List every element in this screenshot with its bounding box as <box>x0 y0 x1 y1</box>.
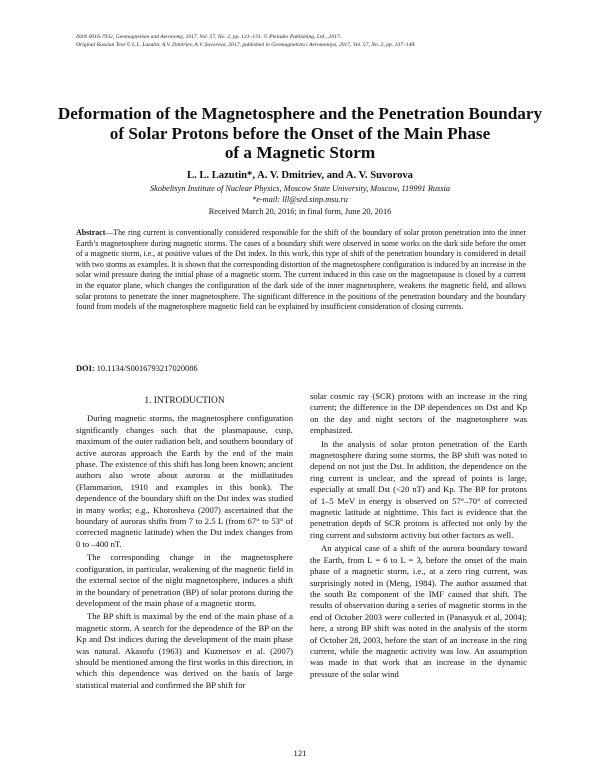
received-dates: Received March 20, 2016; in final form, June 20, 2016 <box>208 207 392 216</box>
paragraph: The corresponding change in the magnetosphere configuration, in particular, weakening of the magnetic field in the external sector of the night magnetosphere, induces a shift in the boundary of penetration (BP) of solar protons during the development of the main phase of a magnetic storm. <box>76 552 293 608</box>
paragraph: An atypical case of a shift of the aurora boundary toward the Earth, from L = 6 to L = 3, before the onset of the main phase of a magnetic storm, i.e., at a zero ring current, was surprisingly noted in (Meng, 1984). The author assumed that the south Bz component of the IMF caused that shift. The results of observation during a series of magnetic storms in the end of October 2003 were collected in (Panasyuk et al, 2004); here, a strong BP shift was noted in the analysis of the storm of October 28, 2003, before the start of an increase in the ring current, while the magnetic activity was low. An assumption was made in that work that an increase in the dynamic pressure of the solar wind <box>310 543 527 679</box>
section-title: 1. INTRODUCTION <box>144 396 225 406</box>
affiliation: Skobeltsyn Institute of Nuclear Physics, Moscow State University, Moscow, 119991 Russia <box>150 184 450 193</box>
authors: L. L. Lazutin*, A. V. Dmitriev, and A. V. Suvorova <box>187 170 413 181</box>
author-email: *e-mail: lll@srd.sinp.msu.ru <box>252 195 348 204</box>
paragraph: solar cosmic ray (SCR) protons with an increase in the ring current; the difference in the DP dependences on Dst and Kp on the day and night sectors of the magnetosphere was emphasized. <box>310 391 527 436</box>
abstract-text: —The ring current is conventionally considered responsible for the shift of the boundary of solar proton penetration into the inner Earth’s magnetosphere during magnetic storms. The cases of a boundary shift were observed in some works on the dark side before the onset of a magnetic storm, i.e., at positive values of the Dst index. In this work, this type of shift of the penetration boundary is considered in detail with two storms as examples. It is shown that the corresponding distortion of the magnetosphere configuration is induced by an increase in the solar wind pressure during the initial phase of a magnetic storm. The current induced in this case on the magnetopause is closed by a current in the equator plane, which changes the configuration of the dark side of the inner magnetosphere, weakens the magnetic field, and allows solar protons to penetrate the inner magnetosphere. The significant difference in the positions of the penetration boundary and the boundary found from models of the magnetosphere magnetic field can be explained by insufficient consideration of closing currents. <box>76 228 526 312</box>
doi-label: DOI: <box>76 364 95 373</box>
abstract <box>76 228 526 313</box>
abstract-label: Abstract <box>76 228 106 237</box>
title-line: of a Magnetic Storm <box>224 143 376 163</box>
journal-header-line-2: Original Russian Text © L.L. Lazutin, A.V. Dmitriev, A.V. Suvorova, 2017, published in Geomagnetizm i Aeronomiya, 2017, Vol. 57, No. 2, pp. 137–148. <box>76 42 416 48</box>
page-number: 121 <box>293 748 307 758</box>
title-line: of Solar Protons before the Onset of the Main Phase <box>109 123 491 143</box>
journal-header <box>76 33 536 49</box>
paragraph: During magnetic storms, the magnetosphere configuration significantly changes such that the plasmapause, cusp, maximum of the outer radiation belt, and southern boundary of active auroras approach the Earth by the end of the main phase. The existence of this shift has long been known; ancient authors also wrote about auroras at the midlatitudes (Flammarion, 1910 and examples in this book). The dependence of the boundary shift on the Dst index was studied in many works; e.g., Khorosheva (2007) ascertained that the boundary of auroras shifts from 7 to 2.5 L (from 67° to 53° of corrected magnetic latitude) when the Dst index changes from 0 to –400 nT. <box>76 413 293 549</box>
paragraph: The BP shift is maximal by the end of the main phase of a magnetic storm. A search for the dependence of the BP on the Kp and Dst indices during the development of the main phase was natural. Akasofu (1963) and Kuznetsov et al. (2007) should be mentioned among the first works in this direction, in which this dependence was derived on the basis of large statistical material and confirmed the BP shift for <box>76 611 293 690</box>
article-title <box>40 104 560 163</box>
paragraph: In the analysis of solar proton penetration of the Earth magnetosphere during some storms, the BP shift was noted to depend on not just the Dst. In addition, the dependence on the ring current is unclear, and the spread of points is large, especially at small Dst (<20 nT) and Kp. The BP for protons of 1–5 MeV in energy is observed on 57°–70° of corrected magnetic latitude at nighttime. This fact is evidence that the penetration depth of SCR protons is affected not only by the ring current and substorm activity but other factors as well. <box>310 438 527 540</box>
doi <box>76 364 526 373</box>
doi-value: 10.1134/S0016793217020086 <box>96 364 198 373</box>
journal-header-line-1: ISSN 0016-7932, Geomagnetism and Aeronomy, 2017, Vol. 57, No. 2, pp. 121–131. © Pleiades Publishing, Ltd., 2017. <box>76 34 342 40</box>
right-column <box>310 391 527 680</box>
title-line: Deformation of the Magnetosphere and the Penetration Boundary <box>57 104 543 123</box>
left-column <box>76 396 293 691</box>
